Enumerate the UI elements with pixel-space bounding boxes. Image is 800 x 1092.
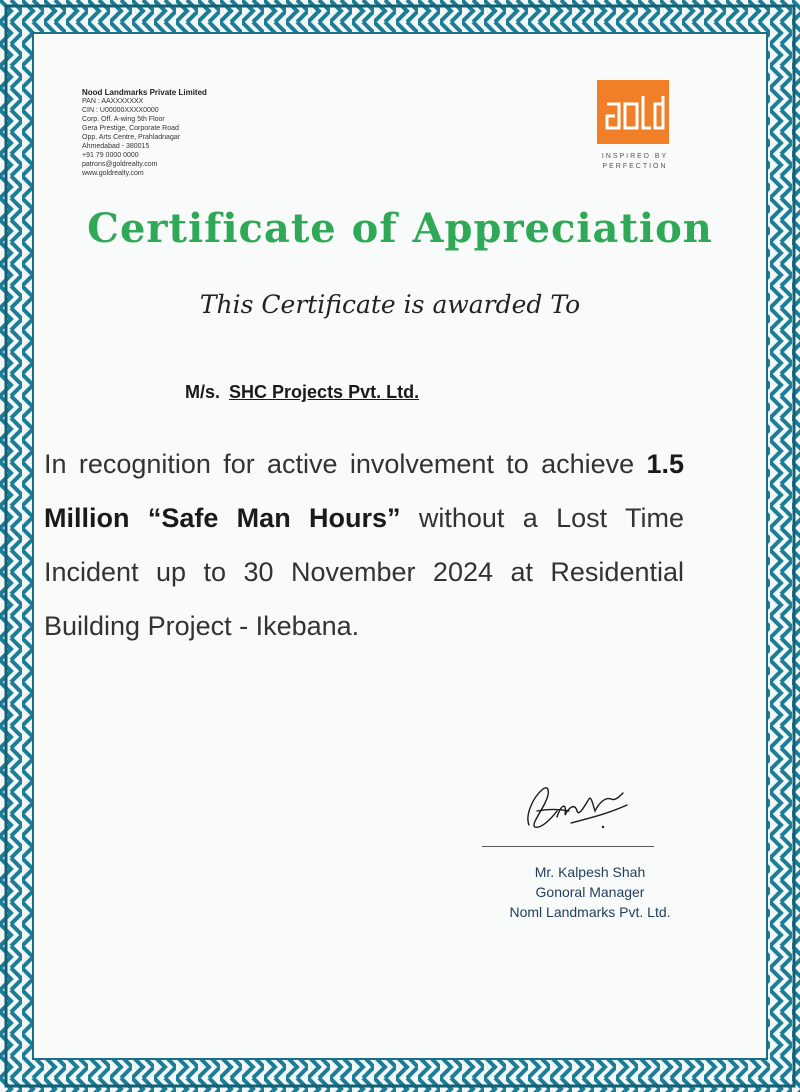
letterhead-company: Nood Landmarks Private Limited xyxy=(82,88,207,97)
letterhead-line: Opp. Arts Centre, Prahladnagar xyxy=(82,134,181,141)
letterhead-line: PAN : AAXXXXXXX xyxy=(82,98,144,105)
signatory-title: Gonoral Manager xyxy=(535,884,645,900)
handwritten-signature xyxy=(515,775,635,835)
letterhead-line: Gera Prestige, Corporate Road xyxy=(82,125,179,132)
signatory-name: Mr. Kalpesh Shah xyxy=(534,864,646,880)
logo-tagline xyxy=(590,152,680,172)
letterhead-line: Ahmedabad - 380015 xyxy=(82,143,150,150)
recipient-name: SHC Projects Pvt. Ltd. xyxy=(229,382,420,402)
gold-logo xyxy=(597,80,669,144)
letterhead xyxy=(82,88,282,178)
letterhead-phone: +91 79 0000 0000 xyxy=(82,152,139,159)
logo-tagline-line1: INSPIRED BY xyxy=(601,153,669,160)
letterhead-line: CIN : U00000XXXX0000 xyxy=(82,107,159,114)
recipient xyxy=(185,382,419,403)
recognition-text xyxy=(44,437,684,653)
recognition-highlight: 1.5 Million “Safe Man Hours” xyxy=(44,449,684,533)
letterhead-website: www.goldrealty.com xyxy=(82,170,144,177)
letterhead-line: Corp. Off. A-wing 5th Floor xyxy=(82,116,165,123)
recipient-prefix: M/s. xyxy=(185,382,221,402)
signature-line xyxy=(482,846,654,847)
logo-tagline-line2: PERFECTION xyxy=(602,163,668,170)
signatory-company: Noml Landmarks Pvt. Ltd. xyxy=(509,904,671,920)
awarded-to-line: This Certificate is awarded To xyxy=(199,290,581,319)
signatory-block xyxy=(450,862,730,922)
recognition-text-part2: without a Lost Time Incident up to 30 November 2024 at Residential Building Project - Ikebana. xyxy=(44,503,684,641)
recognition-text-part1: In recognition for active involvement to achieve xyxy=(44,449,647,479)
letterhead-email: patrons@goldrealty.com xyxy=(82,161,158,168)
gold-logo-mark-icon xyxy=(597,80,669,144)
certificate-title: Certificate of Appreciation xyxy=(87,205,713,252)
